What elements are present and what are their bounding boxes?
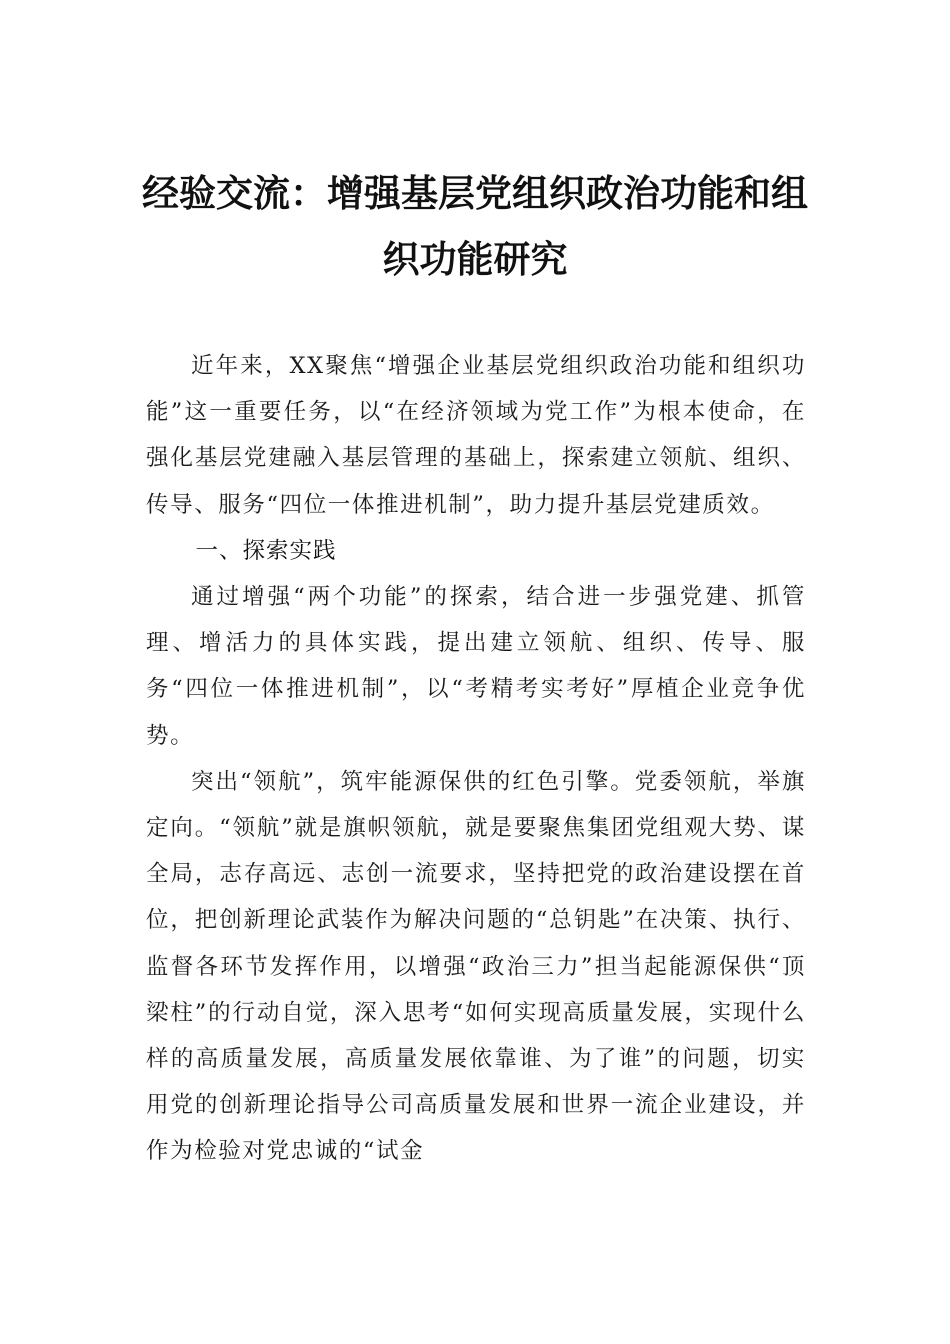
document-body [146, 343, 806, 1175]
paragraph-practice: 通过增强“两个功能”的探索，结合进一步强党建、抓管理、增活力的具体实践，提出建立领航、组织、传导、服务“四位一体推进机制”，以“考精考实考好”厚植企业竞争优势。 [146, 584, 806, 749]
document-title [140, 160, 810, 292]
title-line-2: 织功能研究 [382, 237, 568, 281]
paragraph-leading: 突出“领航”，筑牢能源保供的红色引擎。党委领航，举旗定向。“领航”就是旗帜领航，就是要聚焦集团党组观大势、谋全局，志存高远、志创一流要求，坚持把党的政治建设摆在首位，把创新理论武装作为解决问题的“总钥匙”在决策、执行、监督各环节发挥作用，以增强“政治三力”担当起能源保供“顶梁柱”的行动自觉，深入思考“如何实现高质量发展，实现什么样的高质量发展，高质量发展依靠谁、为了谁”的问题，切实用党的创新理论指导公司高质量发展和世界一流企业建设，并作为检验对党忠诚的“试金 [146, 768, 806, 1165]
section-heading: 一、探索实践 [195, 537, 337, 564]
paragraph-intro: 近年来，XX聚焦“增强企业基层党组织政治功能和组织功能”这一重要任务，以“在经济领域为党工作”为根本使命，在强化基层党建融入基层管理的基础上，探索建立领航、组织、传导、服务“四位一体推进机制”，助力提升基层党建质效。 [146, 353, 806, 518]
title-line-1: 经验交流：增强基层党组织政治功能和组 [142, 171, 808, 215]
